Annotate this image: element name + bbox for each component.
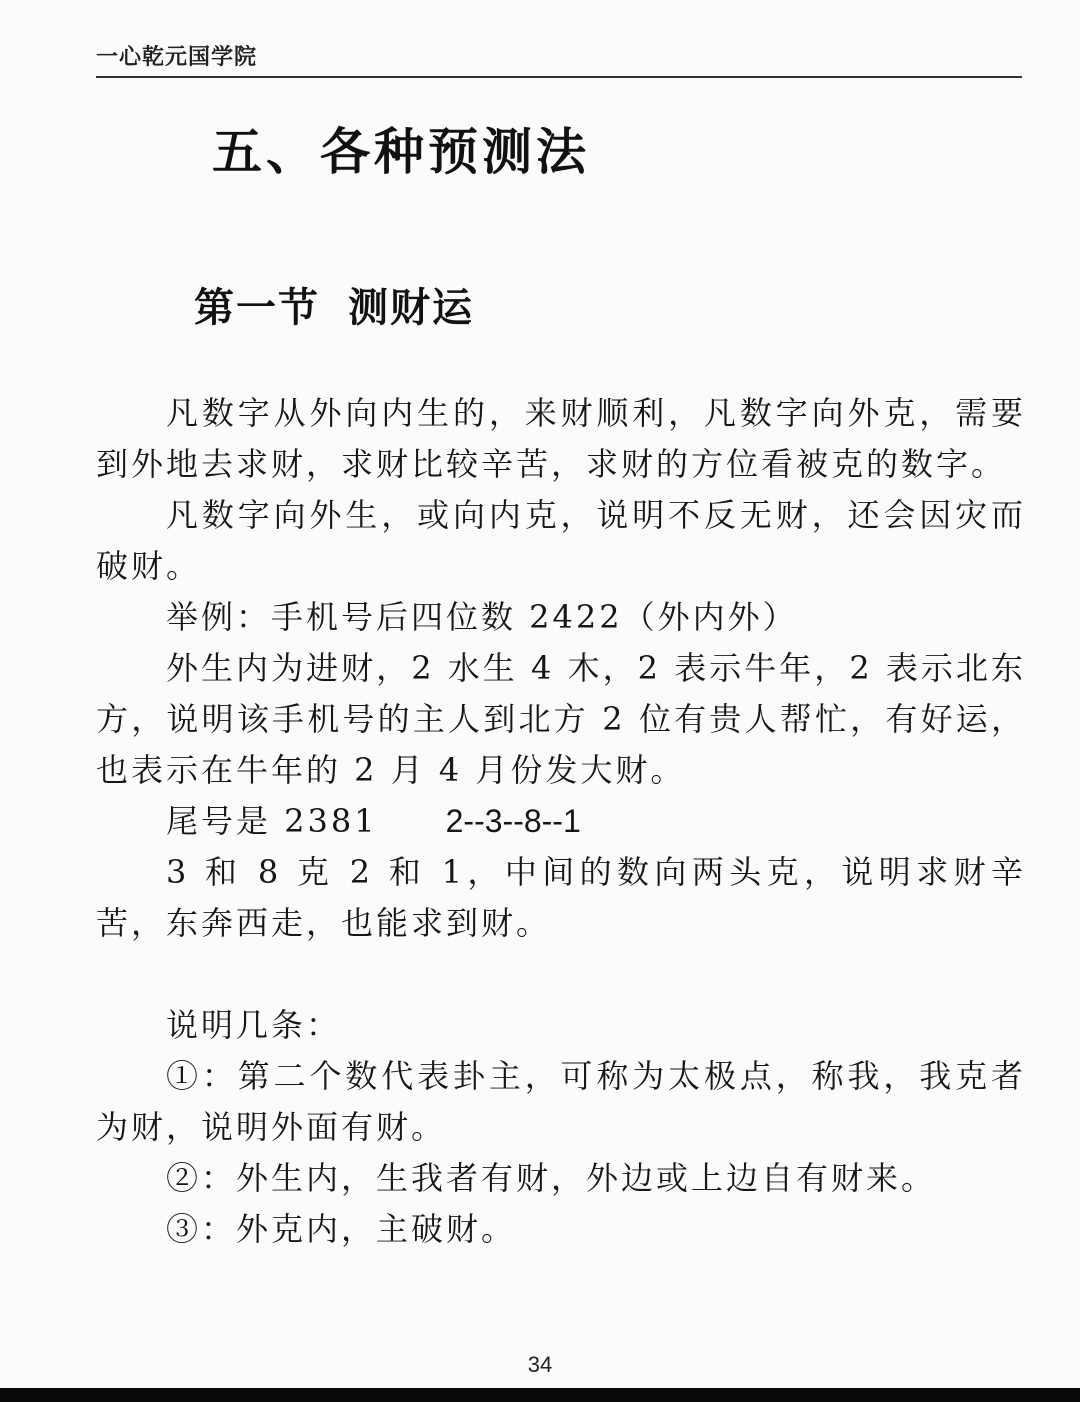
section-title: 测财运 [348, 284, 474, 331]
header-divider [96, 76, 1022, 78]
paragraph-tail-number [96, 796, 1026, 847]
paragraph-tail-explanation: 3 和 8 克 2 和 1，中间的数向两头克，说明求财辛苦，东奔西走，也能求到财。 [96, 853, 1026, 942]
page-number: 34 [527, 1352, 553, 1377]
paragraph-loss-rule: 凡数字向外生，或向内克，说明不反无财，还会因灾而破财。 [96, 496, 1026, 585]
paragraph-example-explanation: 外生内为进财，2 水生 4 木，2 表示牛年，2 表示北东方，说明该手机号的主人到北方 2 位有贵人帮忙，有好运，也表示在牛年的 2 月 4 月份发大财。 [96, 649, 1026, 789]
section-heading [194, 276, 474, 333]
note-item-2: ②：外生内，生我者有财，外边或上边自有财来。 [166, 1159, 937, 1197]
note-item-1: ①：第二个数代表卦主，可称为太极点，称我，我克者为财，说明外面有财。 [96, 1057, 1026, 1146]
body-text [96, 388, 1026, 1255]
section-label: 第一节 [194, 284, 320, 331]
note-item-3: ③：外克内，主破财。 [166, 1210, 517, 1248]
bottom-edge-bar [0, 1388, 1080, 1402]
notes-heading: 说明几条： [166, 1006, 342, 1044]
paragraph-wealth-rule: 凡数字从外向内生的，来财顺利，凡数字向外克，需要到外地去求财，求财比较辛苦，求财的方位看被克的数字。 [96, 394, 1026, 483]
tail-number-value: 2--3--8--1 [445, 803, 581, 839]
paragraph-example: 举例：手机号后四位数 2422（外内外） [166, 598, 798, 636]
chapter-title: 五、各种预测法 [212, 122, 590, 181]
running-header: 一心乾元国学院 [96, 44, 258, 70]
tail-number-label: 尾号是 2381 [166, 802, 378, 840]
